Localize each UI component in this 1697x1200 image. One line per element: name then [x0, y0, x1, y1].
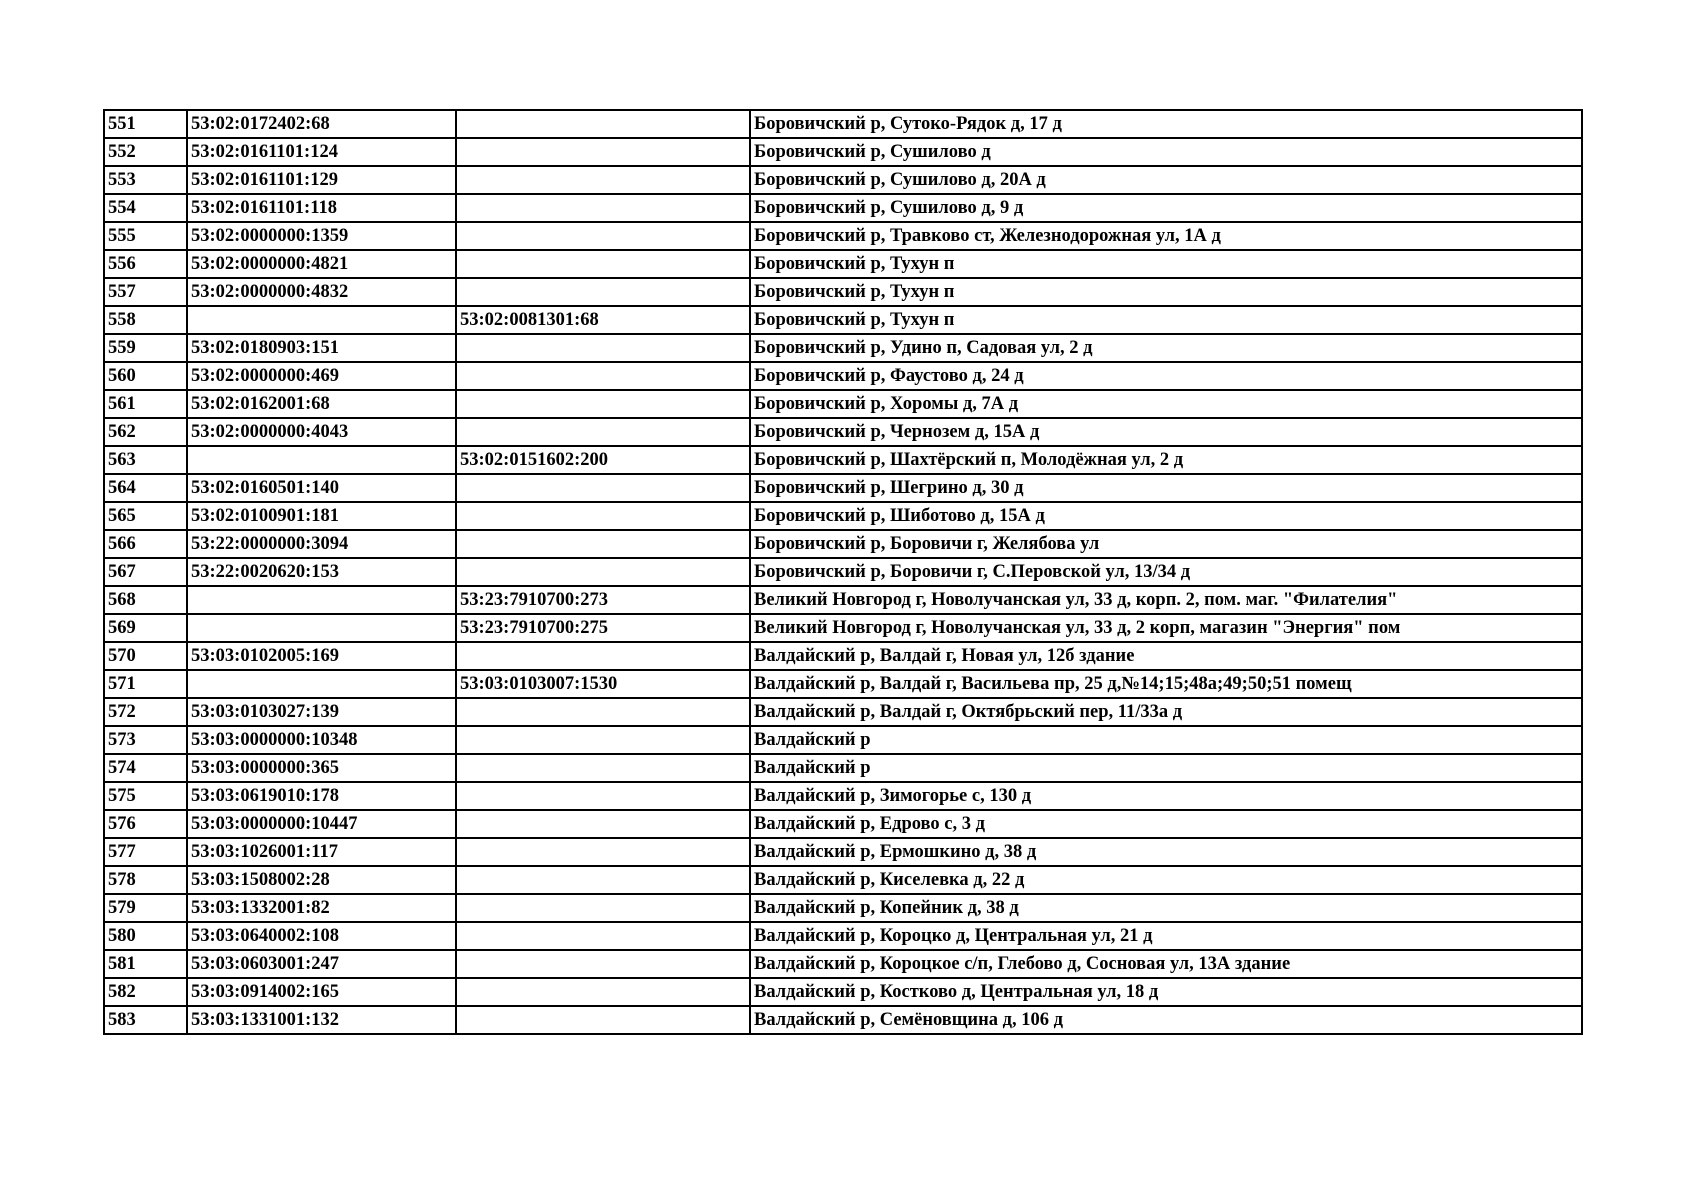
cadastral-number-cell: 53:03:0603001:247 [187, 950, 456, 978]
table-row [104, 950, 1582, 978]
cadastral-number-cell: 53:02:0161101:118 [187, 194, 456, 222]
row-number-cell: 552 [104, 138, 187, 166]
table-row [104, 558, 1582, 586]
row-number-cell: 564 [104, 474, 187, 502]
cadastral-number-alt-cell [456, 642, 750, 670]
row-number-cell: 569 [104, 614, 187, 642]
address-cell: Боровичский р, Шегрино д, 30 д [750, 474, 1582, 502]
cadastral-number-cell: 53:02:0172402:68 [187, 110, 456, 138]
cadastral-number-alt-cell [456, 138, 750, 166]
row-number-cell: 555 [104, 222, 187, 250]
cadastral-number-cell: 53:02:0160501:140 [187, 474, 456, 502]
cadastral-number-cell: 53:03:1508002:28 [187, 866, 456, 894]
cadastral-number-alt-cell [456, 390, 750, 418]
table-row [104, 250, 1582, 278]
row-number-cell: 556 [104, 250, 187, 278]
table-row [104, 334, 1582, 362]
cadastral-number-alt-cell [456, 278, 750, 306]
cadastral-number-alt-cell [456, 250, 750, 278]
cadastral-number-alt-cell: 53:02:0151602:200 [456, 446, 750, 474]
cadastral-number-cell: 53:02:0000000:4821 [187, 250, 456, 278]
table-row [104, 110, 1582, 138]
cadastral-number-alt-cell: 53:23:7910700:275 [456, 614, 750, 642]
cadastral-number-alt-cell [456, 894, 750, 922]
table-row [104, 138, 1582, 166]
cadastral-number-cell: 53:03:0103027:139 [187, 698, 456, 726]
row-number-cell: 557 [104, 278, 187, 306]
row-number-cell: 560 [104, 362, 187, 390]
cadastral-number-alt-cell [456, 418, 750, 446]
cadastral-number-alt-cell [456, 726, 750, 754]
cadastral-number-alt-cell [456, 362, 750, 390]
cadastral-number-cell: 53:02:0000000:469 [187, 362, 456, 390]
row-number-cell: 570 [104, 642, 187, 670]
address-cell: Боровичский р, Сутоко-Рядок д, 17 д [750, 110, 1582, 138]
cadastral-number-alt-cell [456, 698, 750, 726]
address-cell: Боровичский р, Фаустово д, 24 д [750, 362, 1582, 390]
row-number-cell: 554 [104, 194, 187, 222]
address-cell: Великий Новгород г, Новолучанская ул, 33 д, 2 корп, магазин "Энергия" пом [750, 614, 1582, 642]
cadastral-number-cell: 53:22:0020620:153 [187, 558, 456, 586]
cadastral-number-alt-cell [456, 166, 750, 194]
cadastral-number-alt-cell: 53:23:7910700:273 [456, 586, 750, 614]
address-cell: Великий Новгород г, Новолучанская ул, 33 д, корп. 2, пом. маг. "Филателия" [750, 586, 1582, 614]
table-row [104, 530, 1582, 558]
registry-table [103, 109, 1583, 1035]
address-cell: Валдайский р, Костково д, Центральная ул, 18 д [750, 978, 1582, 1006]
address-cell: Валдайский р, Короцко д, Центральная ул, 21 д [750, 922, 1582, 950]
table-row [104, 278, 1582, 306]
address-cell: Боровичский р, Шахтёрский п, Молодёжная ул, 2 д [750, 446, 1582, 474]
address-cell: Валдайский р, Зимогорье с, 130 д [750, 782, 1582, 810]
cadastral-number-cell [187, 446, 456, 474]
address-cell: Валдайский р, Киселевка д, 22 д [750, 866, 1582, 894]
table-row [104, 362, 1582, 390]
cadastral-number-cell: 53:03:0000000:10447 [187, 810, 456, 838]
cadastral-number-cell: 53:02:0000000:1359 [187, 222, 456, 250]
row-number-cell: 568 [104, 586, 187, 614]
row-number-cell: 581 [104, 950, 187, 978]
address-cell: Боровичский р, Травково ст, Железнодорожная ул, 1А д [750, 222, 1582, 250]
cadastral-number-cell: 53:03:0000000:365 [187, 754, 456, 782]
cadastral-number-cell: 53:02:0180903:151 [187, 334, 456, 362]
table-row [104, 670, 1582, 698]
cadastral-number-cell [187, 586, 456, 614]
table-row [104, 502, 1582, 530]
cadastral-number-alt-cell: 53:02:0081301:68 [456, 306, 750, 334]
row-number-cell: 551 [104, 110, 187, 138]
row-number-cell: 565 [104, 502, 187, 530]
cadastral-number-cell: 53:02:0000000:4043 [187, 418, 456, 446]
cadastral-number-alt-cell [456, 530, 750, 558]
row-number-cell: 562 [104, 418, 187, 446]
cadastral-number-cell: 53:03:1026001:117 [187, 838, 456, 866]
address-cell: Валдайский р, Копейник д, 38 д [750, 894, 1582, 922]
cadastral-number-cell: 53:03:0102005:169 [187, 642, 456, 670]
cadastral-number-alt-cell [456, 866, 750, 894]
table-row [104, 222, 1582, 250]
table-row [104, 866, 1582, 894]
cadastral-number-alt-cell [456, 502, 750, 530]
cadastral-number-cell: 53:03:1331001:132 [187, 1006, 456, 1034]
table-row [104, 390, 1582, 418]
cadastral-number-cell: 53:03:1332001:82 [187, 894, 456, 922]
row-number-cell: 574 [104, 754, 187, 782]
cadastral-number-alt-cell [456, 334, 750, 362]
table-row [104, 922, 1582, 950]
cadastral-number-alt-cell [456, 1006, 750, 1034]
row-number-cell: 582 [104, 978, 187, 1006]
address-cell: Валдайский р, Валдай г, Новая ул, 12б здание [750, 642, 1582, 670]
address-cell: Валдайский р, Валдай г, Октябрьский пер, 11/33а д [750, 698, 1582, 726]
address-cell: Валдайский р [750, 726, 1582, 754]
table-row [104, 698, 1582, 726]
table-row [104, 810, 1582, 838]
table-row [104, 1006, 1582, 1034]
cadastral-number-cell: 53:03:0640002:108 [187, 922, 456, 950]
row-number-cell: 561 [104, 390, 187, 418]
cadastral-number-alt-cell [456, 950, 750, 978]
table-row [104, 418, 1582, 446]
registry-table-body [104, 110, 1582, 1034]
row-number-cell: 578 [104, 866, 187, 894]
cadastral-number-cell: 53:02:0162001:68 [187, 390, 456, 418]
address-cell: Валдайский р, Валдай г, Васильева пр, 25 д,№14;15;48а;49;50;51 помещ [750, 670, 1582, 698]
table-row [104, 754, 1582, 782]
table-row [104, 194, 1582, 222]
table-row [104, 978, 1582, 1006]
cadastral-number-alt-cell [456, 838, 750, 866]
table-row [104, 726, 1582, 754]
row-number-cell: 579 [104, 894, 187, 922]
cadastral-number-cell: 53:02:0100901:181 [187, 502, 456, 530]
cadastral-number-cell: 53:03:0914002:165 [187, 978, 456, 1006]
cadastral-number-alt-cell: 53:03:0103007:1530 [456, 670, 750, 698]
address-cell: Боровичский р, Тухун п [750, 306, 1582, 334]
table-row [104, 642, 1582, 670]
address-cell: Валдайский р, Семёновщина д, 106 д [750, 1006, 1582, 1034]
address-cell: Боровичский р, Чернозем д, 15А д [750, 418, 1582, 446]
row-number-cell: 575 [104, 782, 187, 810]
address-cell: Боровичский р, Сушилово д [750, 138, 1582, 166]
address-cell: Боровичский р, Сушилово д, 9 д [750, 194, 1582, 222]
address-cell: Боровичский р, Боровичи г, Желябова ул [750, 530, 1582, 558]
row-number-cell: 580 [104, 922, 187, 950]
cadastral-number-alt-cell [456, 558, 750, 586]
address-cell: Боровичский р, Хоромы д, 7А д [750, 390, 1582, 418]
address-cell: Валдайский р [750, 754, 1582, 782]
cadastral-number-alt-cell [456, 782, 750, 810]
table-row [104, 446, 1582, 474]
row-number-cell: 558 [104, 306, 187, 334]
cadastral-number-cell [187, 670, 456, 698]
row-number-cell: 566 [104, 530, 187, 558]
address-cell: Валдайский р, Короцкое с/п, Глебово д, Сосновая ул, 13А здание [750, 950, 1582, 978]
cadastral-number-cell [187, 306, 456, 334]
row-number-cell: 573 [104, 726, 187, 754]
table-row [104, 166, 1582, 194]
address-cell: Валдайский р, Ермошкино д, 38 д [750, 838, 1582, 866]
row-number-cell: 567 [104, 558, 187, 586]
address-cell: Боровичский р, Тухун п [750, 278, 1582, 306]
table-row [104, 614, 1582, 642]
table-row [104, 782, 1582, 810]
address-cell: Боровичский р, Сушилово д, 20А д [750, 166, 1582, 194]
row-number-cell: 576 [104, 810, 187, 838]
cadastral-number-alt-cell [456, 978, 750, 1006]
table-row [104, 894, 1582, 922]
table-row [104, 586, 1582, 614]
address-cell: Валдайский р, Едрово с, 3 д [750, 810, 1582, 838]
cadastral-number-cell [187, 614, 456, 642]
cadastral-number-cell: 53:03:0000000:10348 [187, 726, 456, 754]
row-number-cell: 553 [104, 166, 187, 194]
row-number-cell: 559 [104, 334, 187, 362]
row-number-cell: 563 [104, 446, 187, 474]
row-number-cell: 577 [104, 838, 187, 866]
cadastral-number-alt-cell [456, 810, 750, 838]
row-number-cell: 572 [104, 698, 187, 726]
cadastral-number-alt-cell [456, 754, 750, 782]
cadastral-number-cell: 53:22:0000000:3094 [187, 530, 456, 558]
table-row [104, 474, 1582, 502]
table-row [104, 838, 1582, 866]
address-cell: Боровичский р, Боровичи г, С.Перовской ул, 13/34 д [750, 558, 1582, 586]
address-cell: Боровичский р, Удино п, Садовая ул, 2 д [750, 334, 1582, 362]
row-number-cell: 571 [104, 670, 187, 698]
row-number-cell: 583 [104, 1006, 187, 1034]
cadastral-number-cell: 53:03:0619010:178 [187, 782, 456, 810]
cadastral-number-cell: 53:02:0161101:129 [187, 166, 456, 194]
cadastral-number-alt-cell [456, 474, 750, 502]
cadastral-number-cell: 53:02:0000000:4832 [187, 278, 456, 306]
cadastral-number-alt-cell [456, 194, 750, 222]
cadastral-number-alt-cell [456, 222, 750, 250]
address-cell: Боровичский р, Шиботово д, 15А д [750, 502, 1582, 530]
cadastral-number-alt-cell [456, 922, 750, 950]
cadastral-number-alt-cell [456, 110, 750, 138]
address-cell: Боровичский р, Тухун п [750, 250, 1582, 278]
cadastral-number-cell: 53:02:0161101:124 [187, 138, 456, 166]
table-row [104, 306, 1582, 334]
